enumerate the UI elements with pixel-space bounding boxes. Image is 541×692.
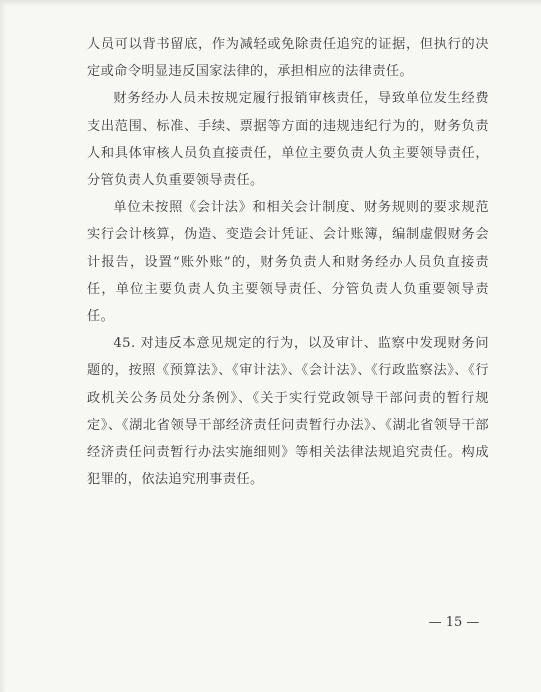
paragraph-article-45: 45. 对违反本意见规定的行为，以及审计、监察中发现财务问题的，按照《预算法》、《审计法》、《会计法》、《行政监察法》、《行政机关公务员处分条例》、《关于实行党政领导干部问责的暂行规定》、《湖北省领导干部经济责任问责暂行办法》、《湖北省领导干部经济责任问责暂行办法实施细则》等相关法律法规追究责任。构成犯罪的，依法追究刑事责任。 <box>87 336 489 488</box>
paragraph-accounting-law: 单位未按照《会计法》和相关会计制度、财务规则的要求规范实行会计核算，伪造、变造会计凭证、会计账簿，编制虚假财务会计报告，设置“账外账”的，财务负责人和财务经办人员负直接责任，单位主要负责人负主要领导责任、分管负责人负重要领导责任。 <box>87 200 489 325</box>
scan-shadow-left <box>0 0 6 692</box>
paragraph-reimbursement-review: 财务经办人员未按规定履行报销审核责任，导致单位发生经费支出范围、标准、手续、票据等方面的违规违纪行为的，财务负责人和具体审核人员负直接责任，单位主要负责人负主要领导责任，分管负责人负重要领导责任。 <box>87 91 489 189</box>
body-text <box>87 31 489 493</box>
paragraph-continuation: 人员可以背书留底，作为减轻或免除责任追究的证据，但执行的决定或命令明显违反国家法律的，承担相应的法律责任。 <box>87 37 489 80</box>
scan-shadow-top <box>0 0 541 6</box>
page-number: — 15 — <box>428 615 480 630</box>
